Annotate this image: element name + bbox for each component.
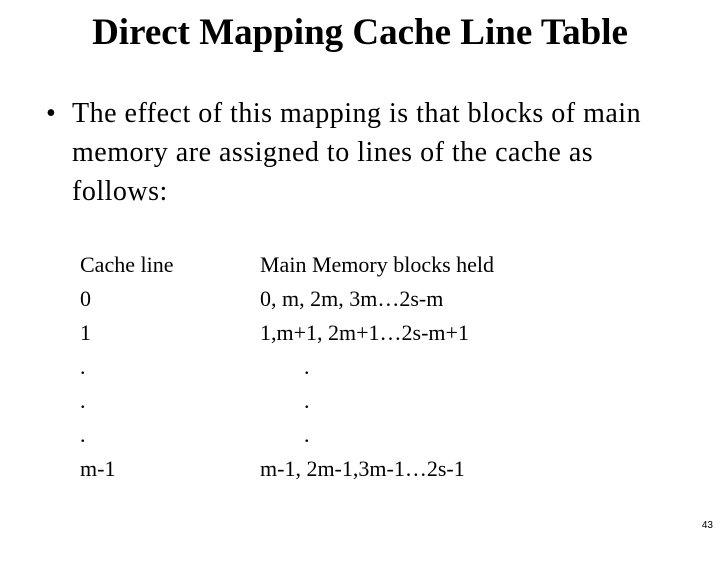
cache-line-cell: . xyxy=(80,422,86,447)
memory-blocks-cell: 0, m, 2m, 3m…2s-m xyxy=(260,286,444,311)
mapping-table xyxy=(80,248,495,486)
header-cache-line: Cache line xyxy=(80,252,174,277)
table-row xyxy=(80,282,444,316)
memory-blocks-cell: . xyxy=(260,354,310,379)
bullet-text: The effect of this mapping is that blocks of main memory are assigned to lines of the cache as follows: xyxy=(72,98,642,207)
bullet-marker: • xyxy=(46,98,56,129)
table-row xyxy=(80,452,465,486)
page-number: 43 xyxy=(701,520,713,531)
cache-line-cell: m-1 xyxy=(80,456,116,481)
cache-line-cell: 1 xyxy=(80,320,91,345)
memory-blocks-cell: . xyxy=(260,422,310,447)
cache-line-cell: 0 xyxy=(80,286,91,311)
bullet-point xyxy=(46,94,696,211)
cache-line-cell: . xyxy=(80,388,86,413)
memory-blocks-cell: m-1, 2m-1,3m-1…2s-1 xyxy=(260,456,465,481)
table-row xyxy=(80,350,310,384)
slide-title: Direct Mapping Cache Line Table xyxy=(92,12,628,53)
table-row xyxy=(80,418,310,452)
memory-blocks-cell: 1,m+1, 2m+1…2s-m+1 xyxy=(260,320,469,345)
table-row xyxy=(80,316,469,350)
cache-line-cell: . xyxy=(80,354,86,379)
memory-blocks-cell: . xyxy=(260,388,310,413)
header-memory-blocks: Main Memory blocks held xyxy=(260,252,495,277)
table-row xyxy=(80,384,310,418)
table-header-row xyxy=(80,248,495,282)
